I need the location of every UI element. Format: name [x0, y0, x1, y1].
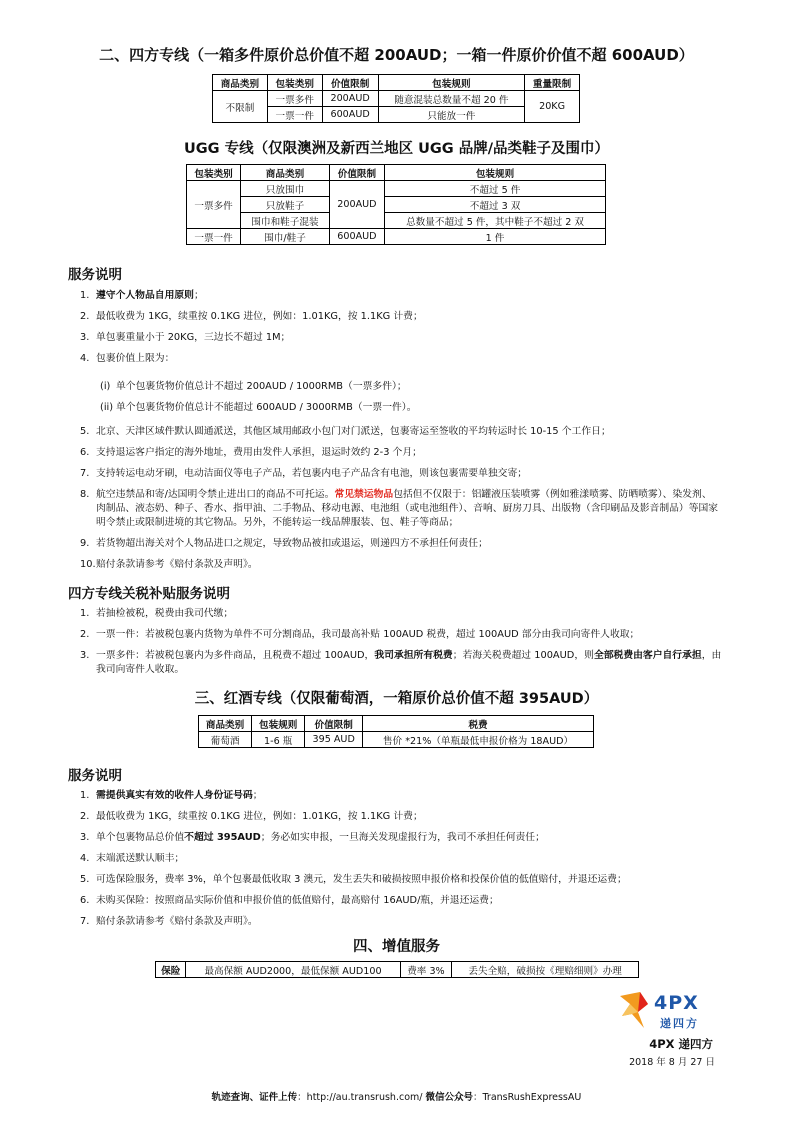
header-cell: 包装规则 [252, 716, 305, 732]
list-item: 1. 若抽检被税，税费由我司代缴； [80, 608, 234, 619]
list-item: 5. 可选保险服务，费率 3%，单个包裹最低收取 3 澳元，发生丢失和破损按照申报价格和投保价值的低值赔付，并退还运费； [80, 874, 627, 885]
tax-subsidy-title: 四方专线关税补贴服务说明 [68, 586, 230, 602]
list-item: 2. 最低收费为 1KG，续重按 0.1KG 进位，例如：1.01KG，按 1.1KG 计费； [80, 811, 423, 822]
table-cell: 一票一件 [267, 107, 322, 123]
header-cell: 商品类别 [241, 165, 330, 181]
table-cell: 395 AUD [305, 732, 363, 748]
list-item: 3. 单包裹重量小于 20KG，三边长不超过 1M； [80, 332, 291, 343]
header-cell: 价值限制 [305, 716, 363, 732]
table-cell: 1-6 瓶 [252, 732, 305, 748]
section4-title: 四、增值服务 [353, 939, 440, 955]
table-cell: 不超过 5 件 [385, 181, 606, 197]
table-cell: 一票一件 [187, 229, 241, 245]
value-cell: 200AUD [329, 181, 384, 229]
table-cell: 丢失全赔，破损按《理赔细则》办理 [452, 962, 639, 978]
wechat-account: ：TransRushExpressAU [473, 1092, 582, 1103]
table-cell: 费率 3% [400, 962, 452, 978]
document-date: 2018 年 8 月 27 日 [629, 1057, 715, 1068]
list-item: 2. 一票一件：若被税包裹内货物为单件不可分割商品，我司最高补贴 100AUD 税费，超过 100AUD 部分由我司向寄件人收取； [80, 629, 640, 640]
table-cell: 售价 *21%（单瓶最低申报价格为 18AUD） [363, 732, 594, 748]
tracking-url-link[interactable]: ：http://au.transrush.com/ [297, 1092, 426, 1103]
header-cell: 包装类别 [267, 75, 322, 91]
table-cell: 围巾/鞋子 [241, 229, 330, 245]
list-item: 7. 支持转运电动牙刷，电动洁面仪等电子产品，若包裹内电子产品含有电池，则该包裹需要单独交寄； [80, 468, 528, 479]
list-item: 5. 北京、天津区域件默认圆通派送，其他区域用邮政小包门对门派送，包裹寄运至签收的平均转运时长 10-15 个工作日； [80, 426, 611, 437]
header-cell: 税费 [363, 716, 594, 732]
table-cell: 600AUD [322, 107, 378, 123]
tax-list [80, 607, 730, 684]
insurance-table [155, 961, 639, 978]
table-cell: 随意混装总数量不超 20 件 [378, 91, 525, 107]
table-cell: 200AUD [322, 91, 378, 107]
logo-code: 4PX [654, 992, 699, 1014]
list-item: 4. 末端派送默认顺丰； [80, 853, 185, 864]
list-item: 3. 单个包裹物品总价值不超过 395AUD；务必如实申报，一旦海关发现虚报行为，我司不承担任何责任； [80, 832, 545, 843]
list-item: 3. 一票多件：若被税包裹内为多件商品，且税费不超过 100AUD，我司承担所有税费；若海关税费超过 100AUD，则全部税费由客户自行承担，由我司向寄件人收取。 [80, 650, 722, 675]
header-cell: 包装类别 [187, 165, 241, 181]
table-cell: 保险 [156, 962, 186, 978]
header-cell: 价值限制 [322, 75, 378, 91]
section3-title: 三、红酒专线（仅限葡萄酒，一箱原价总价值不超 395AUD） [194, 691, 599, 707]
section2-title: 二、四方专线（一箱多件原价总价值不超 200AUD；一箱一件原价价值不超 600AUD） [99, 46, 694, 64]
logo-cn: 递四方 [660, 1017, 699, 1030]
header-cell: 重量限制 [525, 75, 580, 91]
table-cell: 只放围巾 [241, 181, 330, 197]
header-cell: 商品类别 [213, 75, 268, 91]
ugg-title: UGG 专线（仅限澳洲及新西兰地区 UGG 品牌/品类鞋子及围巾） [183, 141, 610, 157]
list-item: 9. 若货物超出海关对个人物品进口之规定，导致物品被扣或退运，则递四方不承担任何责任； [80, 538, 488, 549]
header-cell: 商品类别 [199, 716, 252, 732]
weight-cell: 20KG [525, 91, 580, 123]
list-item: 8. 航空违禁品和寄/达国明令禁止进出口的商品不可托运。常见禁运物品包括但不仅限于：铝罐液压装喷雾（例如雅漾喷雾、防晒喷雾）、染发剂、肉制品、液态奶、种子、香水、指甲油、二手物品、移动电源、电池组（或电池组件）、音响、厨房刀具、出版物（含印刷品及影音制品）等国家明令禁止或限制进境的其它物品。另外，不能转运一线品牌服装、包、鞋子等商品； [80, 489, 719, 528]
list-item: 6. 支持退运客户指定的海外地址，费用由发件人承担，退运时效约 2-3 个月； [80, 447, 422, 458]
pack-cell: 一票多件 [187, 181, 241, 229]
list-subitem: (i) 单个包裹货物价值总计不超过 200AUD / 1000RMB（一票多件）； [100, 381, 407, 392]
service-title: 服务说明 [68, 768, 122, 784]
table-cell: 葡萄酒 [199, 732, 252, 748]
list-item: 1. 需提供真实有效的收件人身份证号码； [80, 790, 263, 801]
table-cell: 一票多件 [267, 91, 322, 107]
list-subitem: (ii) 单个包裹货物价值总计不能超过 600AUD / 3000RMB（一票一件）。 [100, 402, 417, 413]
banned-items-highlight: 常见禁运物品 [334, 489, 394, 500]
list-item: 7. 赔付条款请参考《赔付条款及声明》。 [80, 916, 258, 927]
ugg-table [186, 164, 606, 245]
header-cell: 价值限制 [329, 165, 384, 181]
list-item: 2. 最低收费为 1KG，续重按 0.1KG 进位，例如：1.01KG，按 1.1KG 计费； [80, 311, 423, 322]
list-item: 4. 包裹价值上限为： [80, 353, 175, 364]
table-cell: 只能放一件 [378, 107, 525, 123]
table-cell: 600AUD [329, 229, 384, 245]
table-cell: 总数量不超过 5 件，其中鞋子不超过 2 双 [385, 213, 606, 229]
footer [0, 1089, 793, 1103]
list-item: 1. 遵守个人物品自用原则； [80, 290, 204, 301]
service-list [80, 789, 730, 936]
service-list [80, 289, 720, 579]
header-cell: 包装规则 [385, 165, 606, 181]
table-cell: 1 件 [385, 229, 606, 245]
list-item: 10. 赔付条款请参考《赔付条款及声明》。 [80, 559, 258, 570]
list-item: 6. 未购买保险：按照商品实际价值和申报价值的低值赔付，最高赔付 16AUD/瓶，并退还运费； [80, 895, 499, 906]
service-title: 服务说明 [68, 267, 122, 283]
footer-label: 微信公众号 [425, 1092, 474, 1103]
brand-name: 4PX 递四方 [649, 1037, 713, 1051]
wine-table [198, 715, 594, 748]
category-cell: 不限制 [213, 91, 268, 123]
table-cell: 只放鞋子 [241, 197, 330, 213]
section2-table [212, 74, 580, 123]
table-cell: 最高保额 AUD2000，最低保额 AUD100 [186, 962, 400, 978]
footer-label: 轨迹查询、证件上传 [211, 1092, 298, 1103]
table-cell: 围巾和鞋子混装 [241, 213, 330, 229]
table-cell: 不超过 3 双 [385, 197, 606, 213]
header-cell: 包装规则 [378, 75, 525, 91]
